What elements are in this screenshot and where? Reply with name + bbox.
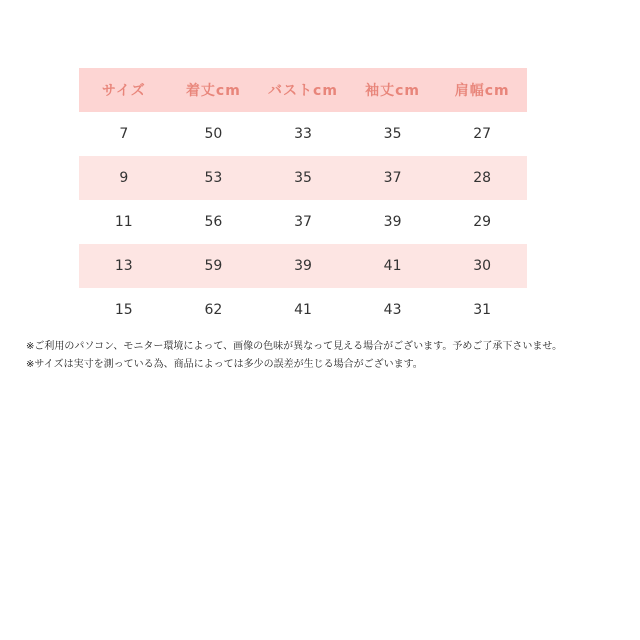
header-bust: バストcm: [258, 68, 348, 112]
note-color-disclaimer: ※ご利用のパソコン、モニター環境によって、画像の色味が異なって見える場合がございます。予めご了承下さいませ。: [26, 341, 563, 352]
cell-size: 9: [79, 156, 169, 200]
table-row: [79, 112, 527, 156]
cell-bust: 33: [294, 126, 312, 142]
cell-size: 7: [119, 126, 129, 142]
cell-sleeve: 35: [383, 126, 402, 142]
note-measurement-disclaimer: ※サイズは実寸を測っている為、商品によっては多少の誤差が生じる場合がございます。: [26, 359, 423, 370]
cell-length: 50: [204, 126, 223, 142]
header-sleeve: 袖丈cm: [348, 68, 438, 112]
cell-bust: 41: [294, 302, 312, 318]
header-length: 着丈cm: [169, 68, 259, 112]
cell-size: 11: [114, 214, 133, 230]
size-chart-table: [79, 68, 527, 332]
cell-sleeve: 39: [383, 214, 402, 230]
cell-shoulder: 28: [437, 156, 527, 200]
cell-bust: 35: [258, 156, 348, 200]
cell-shoulder: 30: [437, 244, 527, 288]
table-header-row: [79, 68, 527, 112]
cell-sleeve: 41: [348, 244, 438, 288]
cell-shoulder: 31: [473, 302, 492, 318]
header-size: サイズ: [79, 68, 169, 112]
table-row: [79, 244, 527, 288]
cell-size: 13: [79, 244, 169, 288]
disclaimer-notes: [26, 338, 626, 374]
cell-size: 15: [114, 302, 133, 318]
cell-shoulder: 29: [473, 214, 492, 230]
cell-shoulder: 27: [473, 126, 492, 142]
cell-length: 56: [204, 214, 223, 230]
cell-sleeve: 37: [348, 156, 438, 200]
table-row: [79, 156, 527, 200]
cell-length: 53: [169, 156, 259, 200]
cell-length: 62: [204, 302, 223, 318]
table-row: [79, 200, 527, 244]
table-row: [79, 288, 527, 332]
cell-sleeve: 43: [383, 302, 402, 318]
cell-bust: 39: [258, 244, 348, 288]
cell-length: 59: [169, 244, 259, 288]
header-shoulder: 肩幅cm: [437, 68, 527, 112]
cell-bust: 37: [294, 214, 312, 230]
